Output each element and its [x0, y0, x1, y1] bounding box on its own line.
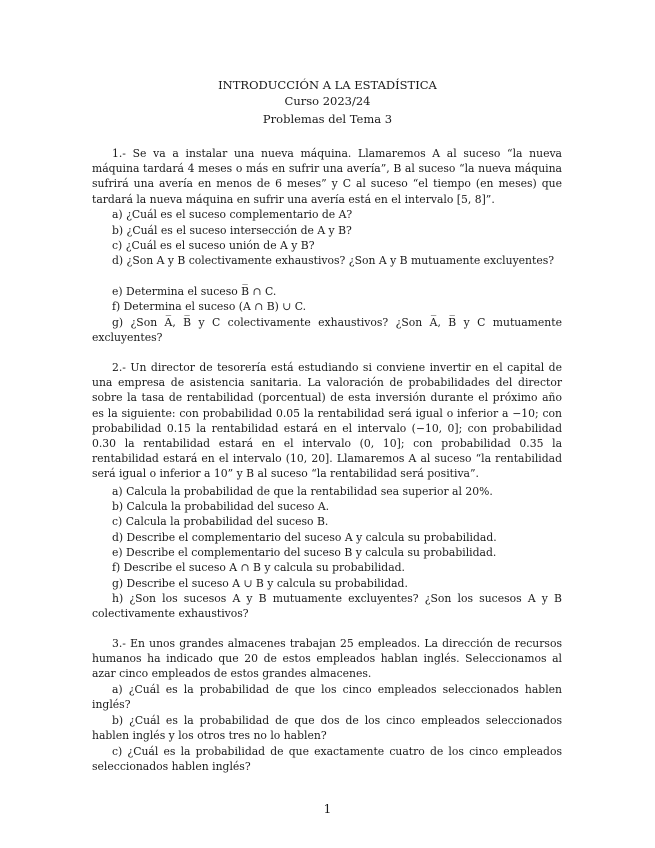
problem-2-item-e: e) Describe el complementario del suceso B y calcula su probabilidad.	[112, 546, 497, 559]
problem-2-item-c: c) Calcula la probabilidad del suceso B.	[112, 515, 329, 528]
problem-1-item-b: b) ¿Cuál es el suceso intersección de A y B?	[112, 224, 352, 237]
problem-3-item-b: b) ¿Cuál es la probabilidad de que dos de los cinco empleados seleccionados hablen inglés y los otros tres no lo hablen?	[92, 714, 562, 743]
problem-2-item-b: b) Calcula la probabilidad del suceso A.	[112, 500, 330, 513]
problem-1-item-d: d) ¿Son A y B colectivamente exhaustivos? ¿Son A y B mutuamente excluyentes?	[112, 254, 555, 267]
problem-3-item-a: a) ¿Cuál es la probabilidad de que los cinco empleados seleccionados hablen inglés?	[92, 683, 562, 712]
problem-1-item-a: a) ¿Cuál es el suceso complementario de A?	[112, 208, 353, 221]
problem-1-item-c: c) ¿Cuál es el suceso unión de A y B?	[112, 239, 315, 252]
problem-1-item-g: g) ¿Son A̅, B̅ y C colectivamente exhaustivos? ¿Son A̅, B̅ y C mutuamente excluyentes?	[92, 316, 562, 345]
document-title: INTRODUCCIÓN A LA ESTADÍSTICA	[218, 78, 437, 92]
problem-1-item-f: f) Determina el suceso (A ∩ B) ∪ C.	[112, 300, 307, 313]
problem-1-item-e: e) Determina el suceso B̅ ∩ C.	[112, 285, 277, 298]
problem-2-intro: 2.- Un director de tesorería está estudiando si conviene invertir en el capital de una empresa de asistencia sanitaria. La valoración de probabilidades del director sobre la tasa de rentabilidad (porcentual) de esta inversión durante el próximo año es la siguiente: con probabilidad 0.05 la rentabilidad será igual o inferior a −10; con probabilidad 0.15 la rentabilidad estará en el intervalo (−10, 0]; con probabilidad 0.30 la rentabilidad estará en el intervalo (0, 10]; con probabilidad 0.35 la rentabilidad estará en el intervalo (10, 20]. Llamaremos A al suceso “la rentabilidad será igual o inferior a 10” y B al suceso “la rentabilidad será positiva”.	[92, 361, 562, 481]
problem-2-item-g: g) Describe el suceso A ∪ B y calcula su probabilidad.	[112, 577, 408, 590]
problem-2-item-d: d) Describe el complementario del suceso A y calcula su probabilidad.	[112, 531, 497, 544]
problem-1-intro: 1.- Se va a instalar una nueva máquina. Llamaremos A al suceso “la nueva máquina tardará 4 meses o más en sufrir una avería”, B al suceso “la nueva máquina sufrirá una avería en menos de 6 meses” y C al suceso “el tiempo (en meses) que tardará la nueva máquina en sufrir una avería está en el intervalo [5, 8]”.	[92, 147, 562, 206]
page-number: 1	[323, 802, 332, 816]
problem-2-item-a: a) Calcula la probabilidad de que la rentabilidad sea superior al 20%.	[112, 485, 493, 498]
problem-2-item-f: f) Describe el suceso A ∩ B y calcula su probabilidad.	[112, 561, 405, 574]
problem-2-item-h: h) ¿Son los sucesos A y B mutuamente excluyentes? ¿Son los sucesos A y B colectivamente exhaustivos?	[92, 592, 562, 621]
problem-3-item-c: c) ¿Cuál es la probabilidad de que exactamente cuatro de los cinco empleados seleccionados hablen inglés?	[92, 745, 562, 774]
document-subtitle: Problemas del Tema 3	[262, 112, 393, 126]
problem-3-intro: 3.- En unos grandes almacenes trabajan 25 empleados. La dirección de recursos humanos ha indicado que 20 de estos empleados hablan inglés. Seleccionamos al azar cinco empleados de estos grandes almacenes.	[92, 637, 562, 681]
course-label: Curso 2023/24	[284, 94, 371, 108]
